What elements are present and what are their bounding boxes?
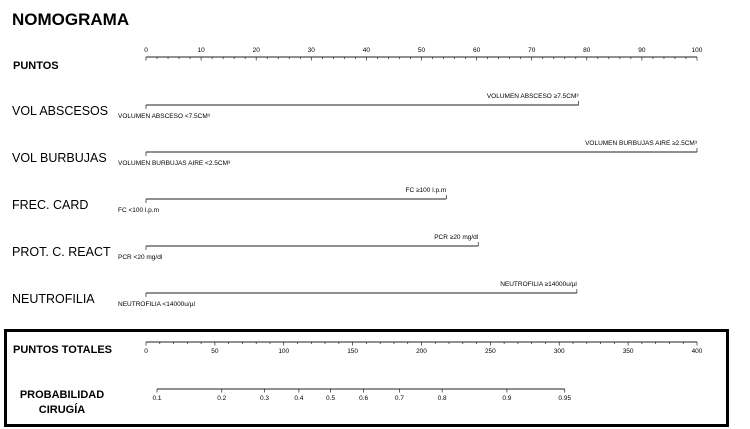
variable-label: PROT. C. REACT xyxy=(12,245,111,259)
points-axis-tick-label: 70 xyxy=(528,47,536,54)
points-axis-tick-label: 100 xyxy=(691,47,703,54)
total-points-axis-tick-label: 100 xyxy=(278,348,290,355)
total-points-axis xyxy=(13,342,703,356)
probability-axis-tick-label: 0.2 xyxy=(217,395,227,402)
total-points-axis-tick-label: 400 xyxy=(691,348,703,355)
points-axis-tick-label: 80 xyxy=(583,47,591,54)
variable-high-label: PCR ≥20 mg/dl xyxy=(434,234,479,241)
probability-axis-tick-label: 0.1 xyxy=(152,395,162,402)
variable-label: VOL BURBUJAS xyxy=(12,151,107,165)
variable-low-label: VOLUMEN BURBUJAS AIRE <2.5CM³ xyxy=(118,160,231,167)
variable-low-label: PCR <20 mg/dl xyxy=(118,254,163,261)
variable-label: VOL ABSCESOS xyxy=(12,104,109,118)
points-axis-tick-label: 0 xyxy=(144,47,148,54)
points-axis-tick-label: 50 xyxy=(417,47,426,54)
variable-label: FREC. CARD xyxy=(12,198,89,212)
variable-row-vol-abscesos xyxy=(12,93,579,120)
probability-axis-tick-label: 0.4 xyxy=(294,395,304,402)
variable-label: NEUTROFILIA xyxy=(12,292,95,306)
variable-high-label: NEUTROFILIA ≥14000u/µl xyxy=(500,281,577,288)
total-points-axis-label: PUNTOS TOTALES xyxy=(13,344,113,356)
total-points-axis-tick-label: 300 xyxy=(553,348,565,355)
nomogram-title: NOMOGRAMA xyxy=(12,10,130,29)
probability-axis-tick-label: 0.7 xyxy=(394,395,404,402)
variable-row-neutrofilia xyxy=(12,281,577,308)
points-axis-tick-label: 40 xyxy=(362,47,371,54)
points-axis-tick-label: 10 xyxy=(197,47,205,54)
probability-axis-tick-label: 0.8 xyxy=(437,395,447,402)
variable-row-vol-burbujas xyxy=(12,140,698,167)
probability-axis-tick-label: 0.9 xyxy=(502,395,512,402)
variable-low-label: NEUTROFILIA <14000u/µl xyxy=(118,301,195,308)
total-points-axis-tick-label: 200 xyxy=(416,348,427,355)
variable-row-prot-c-react xyxy=(12,234,479,261)
total-points-axis-tick-label: 150 xyxy=(347,348,359,355)
probability-axis-label-line1: PROBABILIDAD xyxy=(19,389,105,401)
totals-box xyxy=(6,331,728,426)
variable-low-label: FC <100 l.p.m xyxy=(118,207,160,214)
total-points-axis-tick-label: 350 xyxy=(622,348,634,355)
variable-high-label: FC ≥100 l.p.m xyxy=(405,187,447,194)
points-axis-tick-label: 60 xyxy=(472,47,481,54)
points-axis-tick-label: 90 xyxy=(638,47,646,54)
probability-axis-tick-label: 0.6 xyxy=(359,395,369,402)
probability-axis-tick-label: 0.3 xyxy=(259,395,269,402)
variable-high-label: VOLUMEN ABSCESO ≥7.5CM³ xyxy=(486,93,579,100)
probability-axis-tick-label: 0.5 xyxy=(326,395,336,402)
points-axis-tick-label: 30 xyxy=(307,47,315,54)
variables-group xyxy=(12,93,698,308)
probability-axis-tick-label: 0.95 xyxy=(558,395,572,402)
variable-low-label: VOLUMEN ABSCESO <7.5CM³ xyxy=(118,113,210,120)
probability-axis xyxy=(20,389,572,416)
points-axis-label: PUNTOS xyxy=(13,60,59,72)
probability-axis-label-line2: CIRUGÍA xyxy=(38,404,86,416)
total-points-axis-tick-label: 0 xyxy=(144,348,148,355)
variable-high-label: VOLUMEN BURBUJAS AIRE ≥2.5CM³ xyxy=(585,140,697,147)
points-axis xyxy=(13,47,703,72)
total-points-axis-tick-label: 50 xyxy=(211,348,219,355)
points-axis-tick-label: 20 xyxy=(252,47,260,54)
variable-row-frec-card xyxy=(12,187,446,214)
total-points-axis-tick-label: 250 xyxy=(484,348,496,355)
